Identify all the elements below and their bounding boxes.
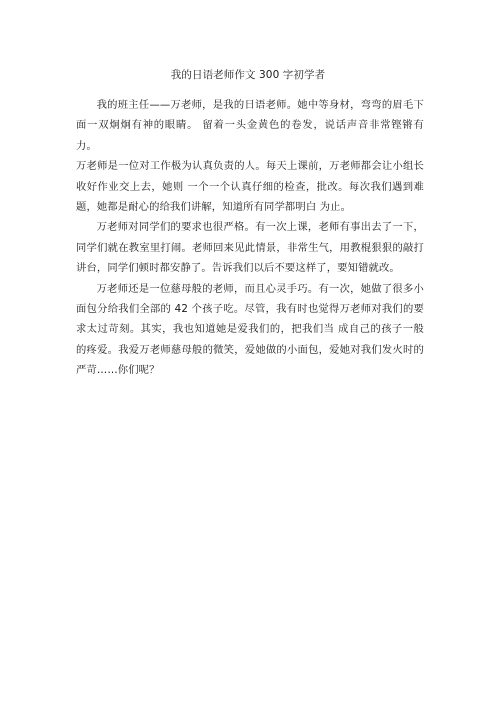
paragraph-4: 万老师还是一位慈母般的老师，而且心灵手巧。有一次，她做了很多小面包分给我们全部的 42 个孩子吃。尽管，我有时也觉得万老师对我们的要求太过苛刻。其实，我也知道她是爱我们的，把我们当 成自己的孩子一般的疼爱。我爱万老师慈母般的微笑，爱她做的小面包，爱她对我们发火时的严苛……你们呢？ xyxy=(76,282,424,377)
paragraph-2: 万老师是一位对工作极为认真负责的人。每天上课前，万老师都会让小组长收好作业交上去，她则 一个一个认真仔细的检查，批改。每次我们遇到难题，她都是耐心的给我们讲解，知道所有同学都明白 为止。 xyxy=(76,160,424,214)
paragraph-3: 万老师对同学们的要求也很严格。有一次上课，老师有事出去了一下，同学们就在教室里打闹。老师回来见此情景，非常生气，用教棍狠狠的敲打讲台，同学们顿时都安静了。告诉我们以后不要这样了，要知错就改。 xyxy=(76,221,424,275)
document-title: 我的日语老师作文 300 字初学者 xyxy=(170,69,326,81)
paragraph-1: 我的班主任——万老师，是我的日语老师。她中等身材，弯弯的眉毛下面一双炯炯有神的眼睛。 留着一头金黄色的卷发，说话声音非常铿锵有力。 xyxy=(76,99,424,152)
document-body xyxy=(76,95,424,381)
